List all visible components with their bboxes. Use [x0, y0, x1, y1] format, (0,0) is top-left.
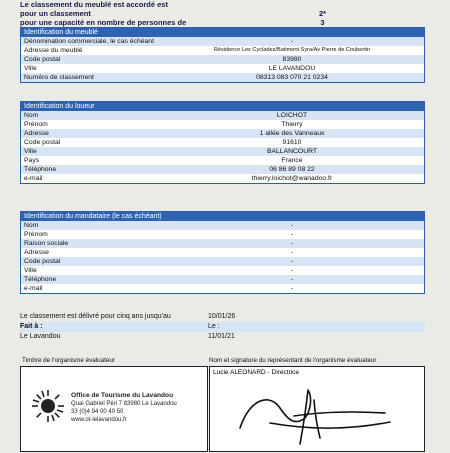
row-label: Pays — [24, 157, 40, 164]
table-row — [21, 230, 424, 239]
place-value: Le Lavandou — [20, 333, 61, 340]
validity-row — [20, 312, 425, 322]
row-value: - — [290, 222, 294, 229]
row-value: - — [290, 285, 294, 292]
table-row — [21, 120, 424, 129]
summary-row — [20, 0, 425, 9]
table-row — [21, 248, 424, 257]
table-row — [21, 221, 424, 230]
stamp-box — [20, 366, 208, 452]
stamp-text — [71, 392, 177, 424]
table-row — [21, 111, 424, 120]
row-label: Prénom — [24, 231, 48, 238]
row-label: Ville — [24, 65, 37, 72]
row-value: LOICHOT — [276, 112, 308, 119]
row-label: Nom — [24, 112, 39, 119]
summary-label: pour une capacité en nombre de personnes de — [20, 18, 187, 27]
row-label: e-mail — [24, 175, 43, 182]
row-label: Adresse — [24, 130, 49, 137]
table-row — [21, 275, 424, 284]
stamp-phone: 33 (0)4 94 00 40 50 — [71, 409, 124, 415]
stamp-label: Timbre de l'organisme évaluateur — [22, 357, 116, 364]
table-row — [21, 64, 424, 73]
issued-label: Le classement est délivré pour cinq ans jusqu'au — [20, 313, 171, 320]
row-label: Adresse du meublé — [24, 47, 83, 54]
row-value: Thierry — [281, 121, 303, 128]
table-row — [21, 257, 424, 266]
table-row — [21, 46, 424, 55]
validity-block — [20, 312, 425, 342]
issued-value: 10/01/26 — [208, 313, 236, 320]
row-value: Résidence Les Cyclades/Batiment Syra/Av Pierre de Coubertin — [213, 47, 371, 53]
date-value: 11/01/21 — [208, 333, 235, 340]
table-row — [21, 165, 424, 174]
loueur-section — [20, 101, 425, 184]
sign-label: Nom et signature du représentant de l'organisme évaluateur — [209, 357, 377, 364]
meuble-section — [20, 27, 425, 83]
row-label: Code postal — [24, 139, 61, 146]
row-value: thierry.loichot@wanadoo.fr — [251, 175, 333, 182]
row-label: e-mail — [24, 285, 43, 292]
table-row — [21, 156, 424, 165]
row-label: Nom — [24, 222, 39, 229]
row-value: BALLANCOURT — [266, 148, 318, 155]
row-value: France — [281, 157, 303, 164]
validity-row — [20, 322, 425, 332]
row-value: 06 86 89 08 22 — [269, 166, 315, 173]
row-label: Ville — [24, 267, 37, 274]
row-value: - — [290, 38, 294, 45]
validity-row — [20, 332, 425, 342]
section-title: Identification du loueur — [21, 102, 424, 111]
row-value: 83980 — [282, 56, 302, 63]
row-label: Dénomination commerciale, le cas échéant — [24, 38, 154, 45]
mandataire-section — [20, 211, 425, 294]
summary-label: pour un classement — [20, 9, 91, 18]
row-value: LE LAVANDOU — [268, 65, 316, 72]
row-value: - — [290, 249, 294, 256]
signature-box — [209, 366, 425, 452]
sun-logo-icon — [31, 389, 65, 423]
table-row — [21, 37, 424, 46]
row-value: - — [290, 276, 294, 283]
row-label: Code postal — [24, 56, 61, 63]
classification-summary — [20, 0, 425, 27]
row-value: - — [290, 231, 294, 238]
summary-value: 3 — [320, 18, 325, 27]
row-value: 08313 083 070 21 0234 — [256, 74, 328, 81]
row-label: Prénom — [24, 121, 48, 128]
section-title: Identification du mandataire (le cas échéant) — [21, 212, 424, 221]
row-value: - — [290, 258, 294, 265]
table-row — [21, 284, 424, 293]
table-row — [21, 266, 424, 275]
row-label: Code postal — [24, 258, 61, 265]
row-label: Adresse — [24, 249, 49, 256]
signer-name: Lucie ALEONARD - Directrice — [213, 369, 299, 376]
summary-value — [220, 0, 425, 9]
signature-labels — [22, 357, 427, 364]
table-row — [21, 147, 424, 156]
stamp-address: Quai Gabriel Péri 7 83980 Le Lavandou — [71, 401, 177, 407]
section-title: Identification du meublé — [21, 28, 424, 37]
table-row — [21, 138, 424, 147]
row-label: Ville — [24, 148, 37, 155]
row-label: Téléphone — [24, 166, 57, 173]
table-row — [21, 239, 424, 248]
row-label: Téléphone — [24, 276, 57, 283]
row-label: Raison sociale — [24, 240, 69, 247]
stamp-web: www.ot-lelavandou.fr — [71, 417, 127, 423]
table-row — [21, 73, 424, 82]
stamp-org: Office de Tourisme du Lavandou — [71, 392, 174, 399]
row-value: - — [290, 240, 294, 247]
summary-row — [20, 18, 425, 27]
summary-row — [20, 9, 425, 18]
date-label: Le : — [208, 323, 220, 330]
row-value: 91610 — [282, 139, 302, 146]
table-row — [21, 174, 424, 183]
place-label: Fait à : — [20, 323, 43, 330]
row-value: 1 allée des Vanneaux — [259, 130, 325, 137]
row-label: Numéro de classement — [24, 74, 94, 81]
summary-value: 2* — [318, 9, 327, 18]
row-value: - — [290, 267, 294, 274]
table-row — [21, 129, 424, 138]
handwritten-signature — [210, 378, 424, 448]
summary-label: Le classement du meublé est accordé est — [20, 0, 168, 9]
table-row — [21, 55, 424, 64]
